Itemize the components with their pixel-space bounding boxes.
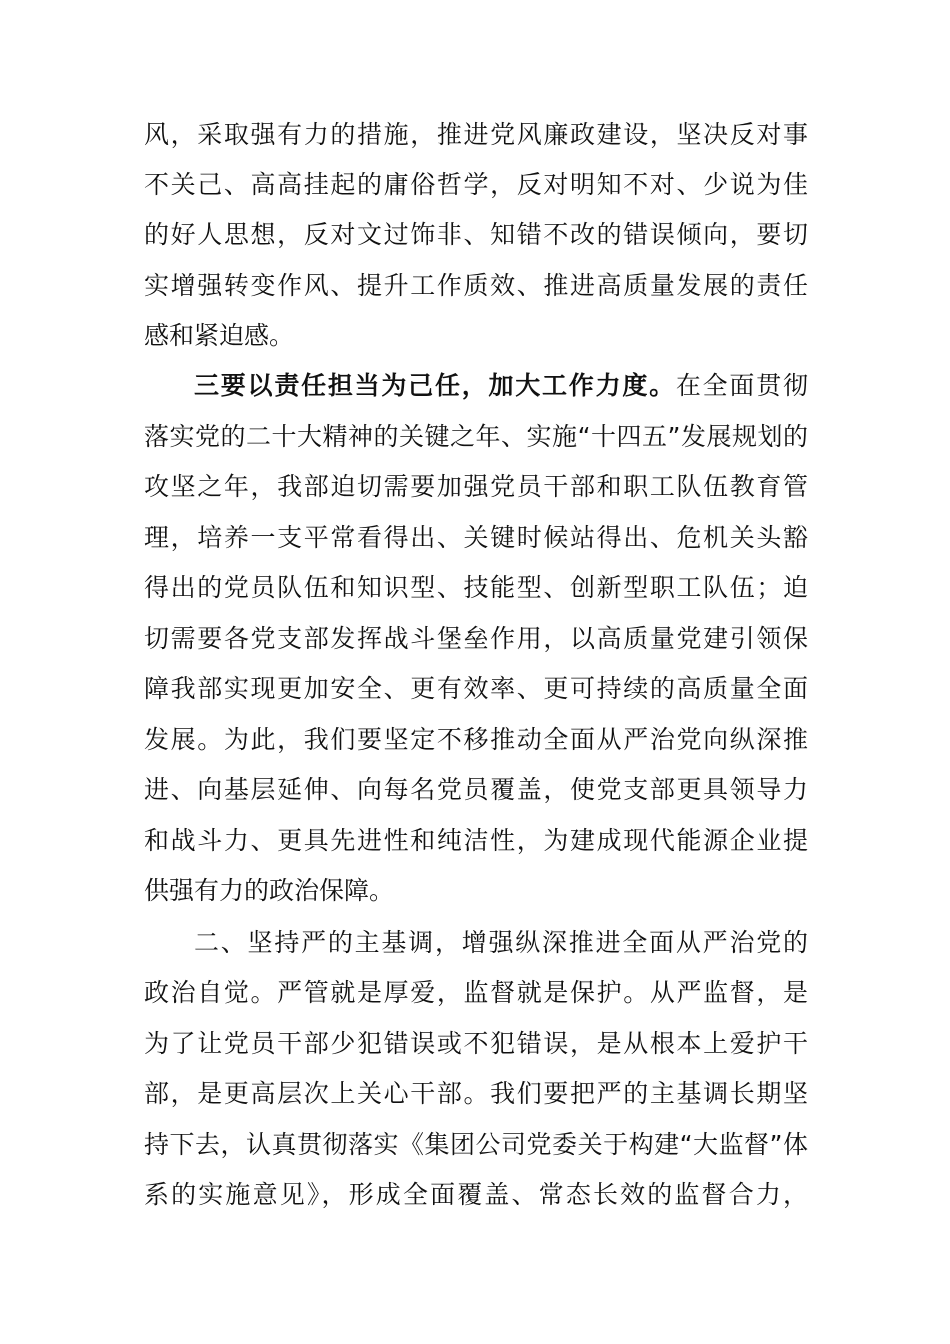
paragraph-3-line-2: 政治自觉。严管就是厚爱，监督就是保护。从严监督，是 <box>144 978 808 1007</box>
paragraph-2-heading: 三要以责任担当为己任，加大工作力度。 <box>194 371 676 400</box>
paragraph-2-line-6: 切需要各党支部发挥战斗堡垒作用，以高质量党建引领保 <box>144 624 808 653</box>
paragraph-2-line-11: 供强有力的政治保障。 <box>144 876 395 905</box>
paragraph-3-line-5: 持下去，认真贯彻落实《集团公司党委关于构建“大监督”体 <box>144 1130 808 1159</box>
paragraph-2-line-5: 得出的党员队伍和知识型、技能型、创新型职工队伍；迫 <box>144 573 808 602</box>
paragraph-2-line-4: 理，培养一支平常看得出、关键时候站得出、危机关头豁 <box>144 523 808 552</box>
paragraph-1-line-1: 风，采取强有力的措施，推进党风廉政建设，坚决反对事 <box>144 120 808 149</box>
paragraph-1-line-4: 实增强转变作风、提升工作质效、推进高质量发展的责任 <box>144 271 808 300</box>
paragraph-2-line-3: 攻坚之年，我部迫切需要加强党员干部和职工队伍教育管 <box>144 472 808 501</box>
paragraph-3-line-3: 为了让党员干部少犯错误或不犯错误，是从根本上爱护干 <box>144 1029 808 1058</box>
paragraph-2-line-7: 障我部实现更加安全、更有效率、更可持续的高质量全面 <box>144 674 808 703</box>
paragraph-2-line-2: 落实党的二十大精神的关键之年、实施“十四五”发展规划的 <box>144 422 808 451</box>
paragraph-2-line-9: 进、向基层延伸、向每名党员覆盖，使党支部更具领导力 <box>144 775 808 804</box>
paragraph-1-line-3: 的好人思想，反对文过饰非、知错不改的错误倾向，要切 <box>144 220 808 249</box>
paragraph-2-line-8: 发展。为此，我们要坚定不移推动全面从严治党向纵深推 <box>144 725 808 754</box>
paragraph-2-line-1 <box>194 361 808 411</box>
paragraph-1-line-5: 感和紧迫感。 <box>144 321 295 350</box>
paragraph-2-line-10: 和战斗力、更具先进性和纯洁性，为建成现代能源企业提 <box>144 826 808 855</box>
paragraph-1-line-2: 不关己、高高挂起的庸俗哲学，反对明知不对、少说为佳 <box>144 170 808 199</box>
paragraph-3-line-1: 二、坚持严的主基调，增强纵深推进全面从严治党的 <box>194 928 808 957</box>
paragraph-2-line-1-rest: 在全面贯彻 <box>675 371 808 400</box>
paragraph-3-line-4: 部，是更高层次上关心干部。我们要把严的主基调长期坚 <box>144 1079 808 1108</box>
paragraph-3-line-6: 系的实施意见》，形成全面覆盖、常态长效的监督合力， <box>144 1180 808 1209</box>
